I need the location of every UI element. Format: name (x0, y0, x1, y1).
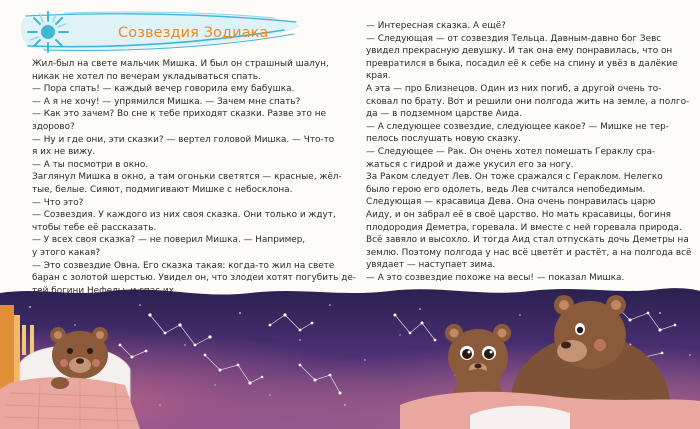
left-text-line: Заглянул Мишка в окно, а там огоньки светятся — красные, жёл- (32, 172, 342, 183)
right-text-line: А эта — про Близнецов. Один из них погиб, а другой очень то- (366, 83, 662, 94)
left-text-line: — А ты посмотри в окно. (32, 159, 149, 170)
left-text-line: — Созвездия. У каждого из них своя сказка. Они только и ждут, (32, 210, 336, 221)
right-text-line: — Следующая — от созвездия Тельца. Давным-давно бог Зевс (366, 33, 662, 44)
left-text-line: — А я не хочу! — упрямился Мишка. — Зачем мне спать? (32, 96, 301, 107)
right-text-line: жаться с гидрой и даже укусил его за ногу. (366, 159, 574, 170)
left-text-line: — Ну и где они, эти сказки? — вертел головой Мишка. — Что-то (32, 134, 335, 145)
left-text-line: никак не хотел по вечерам укладываться спать. (32, 71, 261, 82)
right-text-line: края. (366, 71, 391, 82)
right-text-line: За Раком следует Лев. Он тоже сражался с Гераклом. Нелегко (366, 172, 663, 183)
right-text-line: землю. Поэтому полгода у нас всё цветёт и растёт, а на полгода всё (366, 247, 692, 258)
left-text-line: тые, белые. Сияют, подмигивают Мишке с небосклона. (32, 184, 293, 195)
title-banner (4, 8, 304, 56)
right-text-line: Всё завяло и высохло. И тогда Аид стал отпускать дочь Деметры на (366, 235, 689, 246)
left-text-line: — Пора спать! — каждый вечер говорила ему бабушка. (32, 84, 295, 95)
left-text-line: я их не вижу. (32, 147, 96, 158)
night-sky-illustration (0, 285, 700, 429)
left-text-line: — Это созвездие Овна. Его сказка такая: когда-то жил на свете (32, 260, 335, 271)
left-text-line: Жил-был на свете мальчик Мишка. И был он страшный шалун, (32, 59, 329, 69)
right-text-line: было герою его одолеть, ведь Лев считался непобедимым. (366, 184, 646, 195)
left-text-line: у этого какая? (32, 247, 101, 258)
right-text-line: превратился в быка, посадил её к себе на спину и увёз в далёкие (366, 58, 678, 69)
right-text-line: увидел прекрасную девушку. И так она ему понравилась, что он (366, 46, 673, 57)
right-text-line: пелось послушать новую сказку. (366, 134, 521, 145)
right-text-line: Аиду, и он забрал её в своё царство. Но мать красавицы, богиня (366, 209, 671, 220)
right-text-line: — Следующее — Рак. Он очень хотел помешать Гераклу сра- (366, 146, 656, 157)
left-text-line: — Как это зачем? Во сне к тебе приходят сказки. Разве это не (32, 109, 326, 120)
left-text-line: баран с золотой шерстью. Увидел он, что злодеи хотят погубить де- (32, 273, 356, 284)
page-title: Созвездия Зодиака (118, 25, 269, 41)
left-text-line: — Что это? (32, 197, 84, 208)
left-text-line: чтобы тебе её рассказать. (32, 222, 157, 233)
left-text-column (32, 58, 356, 297)
left-text-line: — У всех своя сказка? — не поверил Мишка. — Например, (32, 235, 306, 246)
left-text-line: здорово? (32, 121, 75, 132)
right-text-line: увядает — наступает зима. (366, 260, 496, 271)
right-text-line: да — в подземном царстве Аида. (366, 109, 523, 120)
right-text-line: Следующая — красавица Дева. Она очень понравилась царю (366, 197, 656, 208)
right-text-line: — А следующее созвездие, следующее какое? — Мишке не тер- (366, 121, 669, 132)
right-text-line: — Интересная сказка. А ещё? (366, 21, 506, 31)
right-text-column (366, 20, 692, 284)
sun-icon (26, 10, 70, 54)
right-text-line: — А это созвездие похоже на весы! — показал Мишка. (366, 272, 625, 283)
right-text-line: плодородия Деметра, горевала. И вместе с ней горевала природа. (366, 222, 682, 233)
right-text-line: сковал по брату. Вот и решили они полгода жить на земле, а полго- (366, 96, 690, 107)
